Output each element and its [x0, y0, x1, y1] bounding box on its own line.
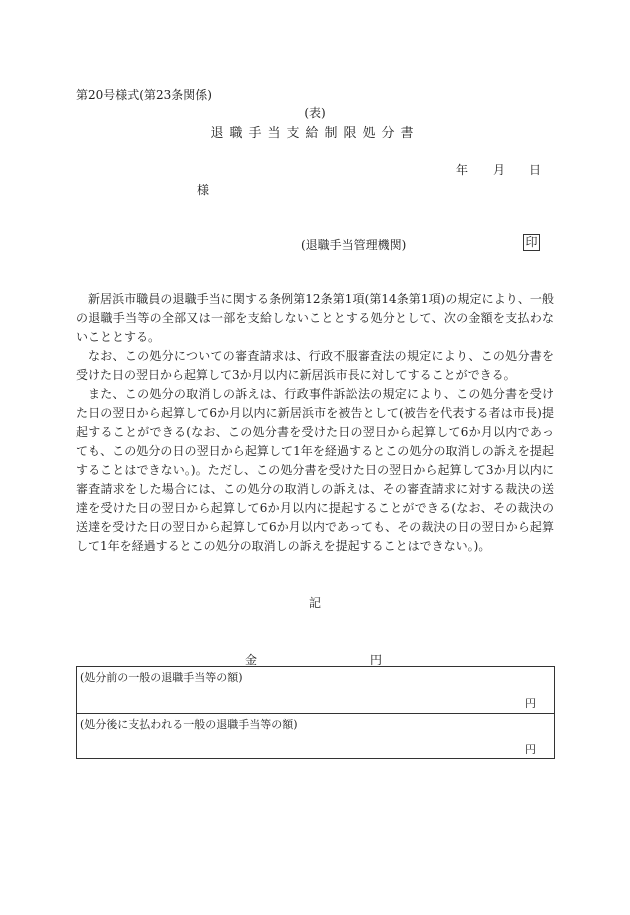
- amount-row-after: [77, 713, 554, 759]
- form-number: 第20号様式(第23条関係): [76, 88, 212, 102]
- addressee-suffix: 様: [197, 183, 210, 197]
- seal-mark: 印: [523, 234, 540, 251]
- amount-row-unit: 円: [525, 743, 536, 756]
- body-text: [76, 290, 554, 556]
- date-year-label: 年: [456, 163, 469, 177]
- body-paragraph: また、この処分の取消しの訴えは、行政事件訴訟法の規定により、この処分書を受けた日の翌日から起算して6か月以内に新居浜市を被告として(被告を代表する者は市長)提起することができる(なお、この処分書を受けた日の翌日から起算して6か月以内であっても、この処分の日の翌日から起算して1年を経過するとこの処分の取消しの訴えを提起することはできない。)。ただし、この処分書を受けた日の翌日から起算して3か月以内に審査請求をした場合には、この処分の取消しの訴えは、その審査請求に対する裁決の送達を受けた日の翌日から起算して6か月以内に提起することができる(なお、その裁決の送達を受けた日の翌日から起算して6か月以内であっても、その裁決の日の翌日から起算して1年を経過するとこの処分の取消しの訴えを提起することはできない。)。: [76, 387, 554, 553]
- date-month-label: 月: [493, 163, 506, 177]
- amount-row-unit: 円: [525, 697, 536, 710]
- date-day-label: 日: [529, 163, 542, 177]
- issuer-label: (退職手当管理機関): [301, 238, 407, 252]
- amount-table: [76, 666, 555, 759]
- body-paragraph: なお、この処分についての審査請求は、行政不服審査法の規定により、この処分書を受けた日の翌日から起算して3か月以内に新居浜市長に対してすることができる。: [76, 349, 554, 382]
- amount-row-label: (処分後に支払われる一般の退職手当等の額): [80, 718, 298, 731]
- ki-heading: 記: [308, 596, 321, 610]
- amount-row-before: [77, 667, 554, 713]
- body-paragraph: 新居浜市職員の退職手当に関する条例第12条第1項(第14条第1項)の規定により、一般の退職手当等の全部又は一部を支給しないこととする処分として、次の金額を支払わないこととする。: [76, 292, 554, 344]
- amount-kin-label: 金: [245, 653, 258, 667]
- amount-en-label: 円: [370, 653, 383, 667]
- amount-row-label: (処分前の一般の退職手当等の額): [80, 671, 243, 684]
- document-title: 退職手当支給制限処分書: [210, 126, 420, 141]
- side-label: (表): [304, 106, 326, 120]
